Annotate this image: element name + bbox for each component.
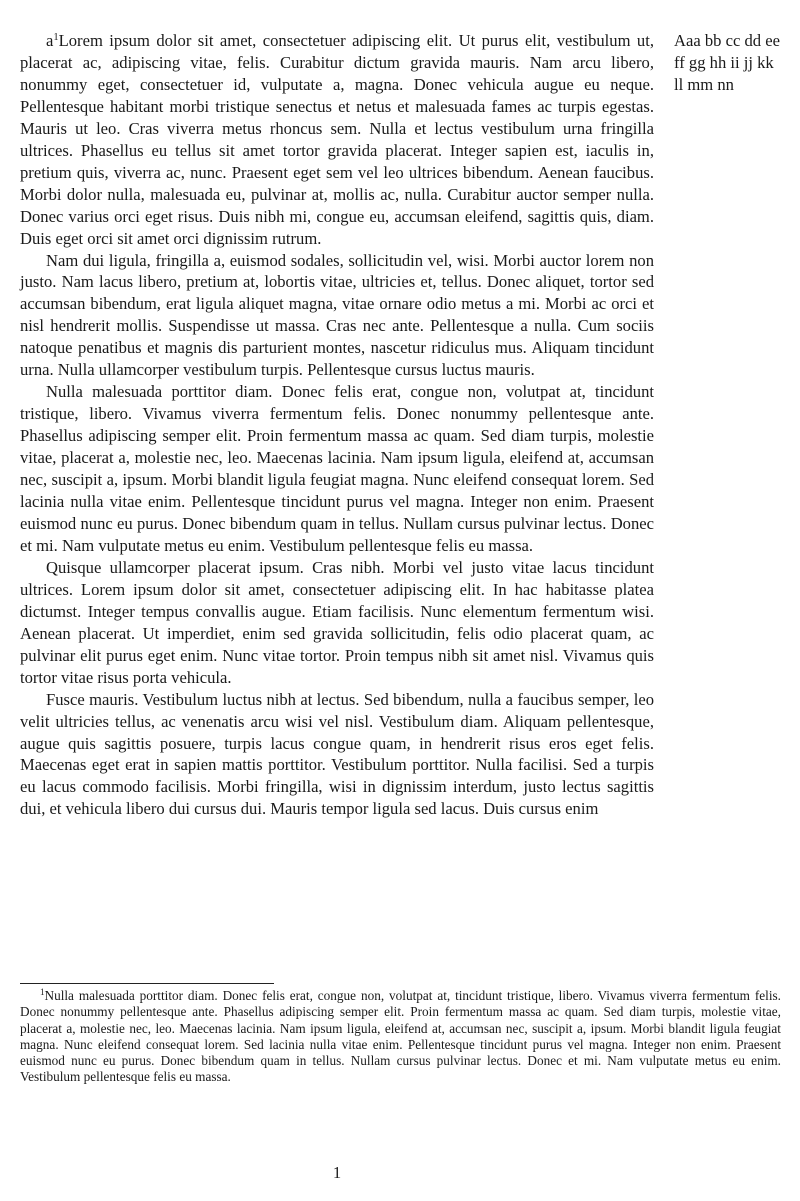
footnote-reference-1[interactable]: 1 — [53, 32, 59, 43]
paragraph-5: Fusce mauris. Vestibulum luctus nibh at lectus. Sed bibendum, nulla a faucibus semper, leo velit ultricies tellus, ac venenatis arcu wisi vel nisl. Vestibulum diam. Aliquam pellentesque, augue quis sagittis posuere, turpis lacus congue quam, in hendrerit risus eros eget felis. Maecenas eget erat in sapien mattis porttitor. Vestibulum porttitor. Nulla facilisi. Sed a turpis eu lacus commodo facilisis. Morbi fringilla, wisi in dignissim interdum, justo lectus sagittis dui, et vehicula libero dui cursus dui. Mauris tempor ligula sed lacus. Duis cursus enim — [20, 689, 654, 819]
paragraph-1 — [20, 30, 654, 250]
paragraph-2: Nam dui ligula, fringilla a, euismod sodales, sollicitudin vel, wisi. Morbi auctor lorem non justo. Nam lacus libero, pretium at, lobortis vitae, ultricies et, tellus. Donec aliquet, tortor sed accumsan bibendum, erat ligula aliquet magna, vitae ornare odio metus a mi. Morbi ac orci et nisl hendrerit mollis. Suspendisse ut massa. Cras nec ante. Pellentesque a nulla. Cum sociis natoque penatibus et magnis dis parturient montes, nascetur ridiculus mus. Aliquam tincidunt urna. Nulla ullamcorper vestibulum turpis. Pellentesque cursus luctus mauris. — [20, 250, 654, 380]
paragraph-prefix: a — [46, 31, 54, 50]
paragraph-3: Nulla malesuada porttitor diam. Donec felis erat, congue non, volutpat at, tincidunt tristique, libero. Vivamus viverra fermentum felis. Donec nonummy pellentesque ante. Phasellus adipiscing semper elit. Proin fermentum massa ac quam. Sed diam turpis, molestie vitae, placerat a, molestie nec, leo. Maecenas lacinia. Nam ipsum ligula, eleifend at, accumsan nec, suscipit a, ipsum. Morbi blandit ligula feugiat magna. Nunc eleifend consequat lorem. Sed lacinia nulla vitae enim. Pellentesque tincidunt purus vel magna. Integer non enim. Praesent euismod nunc eu purus. Donec bibendum quam in tellus. Nullam cursus pulvinar lectus. Donec et mi. Nam vulputate metus eu enim. Vestibulum pellentesque felis eu massa. — [20, 382, 654, 555]
footnotes-section — [20, 988, 781, 1086]
main-text-column — [20, 30, 654, 820]
page-number: 1 — [332, 1163, 342, 1182]
paragraph-text: Lorem ipsum dolor sit amet, consectetuer adipiscing elit. Ut purus elit, vestibulum ut, placerat ac, adipiscing vitae, felis. Curabitur dictum gravida mauris. Nam arcu libero, nonummy eget, consectetuer id, vulputate a, magna. Donec vehicula augue eu neque. Pellentesque habitant morbi tristique senectus et netus et malesuada fames ac turpis egestas. Mauris ut leo. Cras viverra metus rhoncus sem. Nulla et lectus vestibulum urna fringilla ultrices. Phasellus eu tellus sit amet tortor gravida placerat. Integer sapien est, iaculis in, pretium quis, viverra ac, nunc. Praesent eget sem vel leo ultrices bibendum. Aenean faucibus. Morbi dolor nulla, malesuada eu, pulvinar at, mollis ac, nulla. Curabitur auctor semper nulla. Donec varius orci eget risus. Duis nibh mi, congue eu, accumsan eleifend, sagittis quis, diam. Duis eget orci sit amet orci dignissim rutrum. — [20, 31, 654, 248]
margin-note: Aaa bb cc dd ee ff gg hh ii jj kk ll mm nn — [674, 31, 780, 94]
footnote-number: 1 — [40, 987, 45, 997]
footnote-1 — [20, 988, 781, 1086]
footnote-text: Nulla malesuada porttitor diam. Donec felis erat, congue non, volutpat at, tincidunt tristique, libero. Vivamus viverra fermentum felis. Donec nonummy pellentesque ante. Phasellus adipiscing semper elit. Proin fermentum massa ac quam. Sed diam turpis, molestie vitae, placerat a, molestie nec, leo. Maecenas lacinia. Nam ipsum ligula, eleifend at, accumsan nec, suscipit a, ipsum. Morbi blandit ligula feugiat magna. Nunc eleifend consequat lorem. Sed lacinia nulla vitae enim. Pellentesque tincidunt purus vel magna. Integer non enim. Praesent euismod nunc eu purus. Donec bibendum quam in tellus. Nullam cursus pulvinar lectus. Donec et mi. Nam vulputate metus eu enim. Vestibulum pellentesque felis eu massa. — [20, 988, 781, 1085]
footnote-rule — [20, 983, 274, 984]
paragraph-4: Quisque ullamcorper placerat ipsum. Cras nibh. Morbi vel justo vitae lacus tincidunt ultrices. Lorem ipsum dolor sit amet, consectetuer adipiscing elit. In hac habitasse platea dictumst. Integer tempus convallis augue. Etiam facilisis. Nunc elementum fermentum wisi. Aenean placerat. Ut imperdiet, enim sed gravida sollicitudin, felis odio placerat quam, ac pulvinar elit purus eget enim. Nunc vitae tortor. Proin tempus nibh sit amet nisl. Vivamus quis tortor vitae risus porta vehicula. — [20, 557, 654, 687]
